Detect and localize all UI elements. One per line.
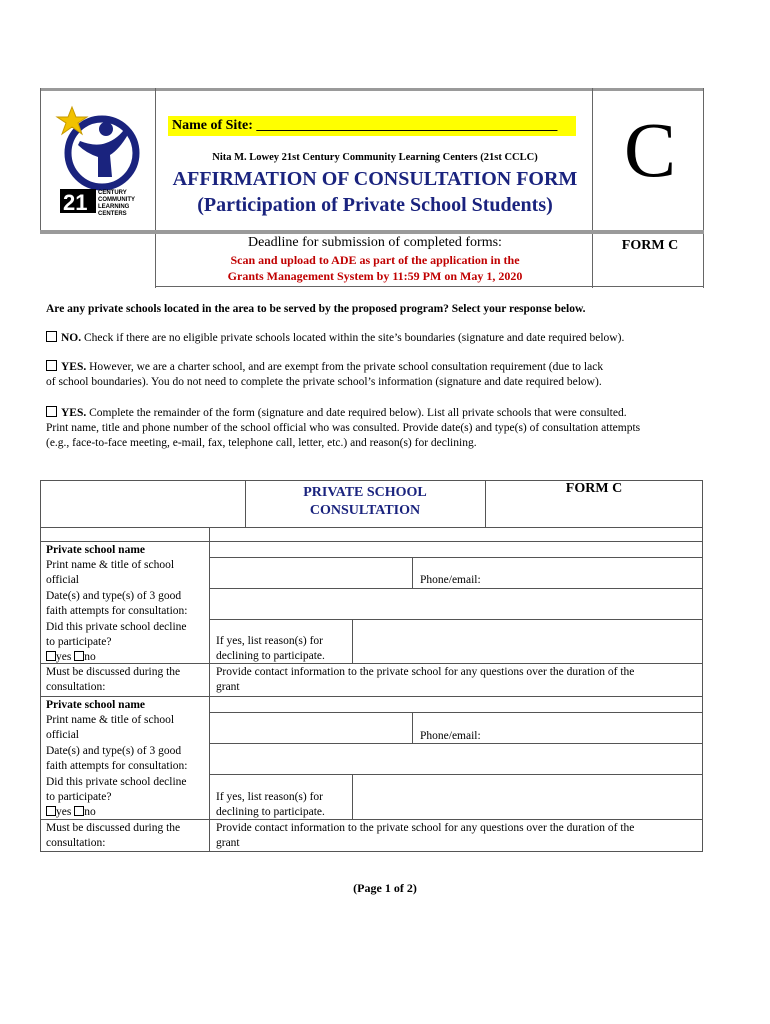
block1-reasons-label (216, 634, 325, 664)
block1-discuss-line2: consultation: (46, 681, 106, 693)
option-no-text: Check if there are no eligible private schools located within the site’s boundaries (signature and date required below). (84, 332, 625, 344)
header-top-rule (40, 88, 704, 91)
block1-phone-email-label: Phone/email: (420, 574, 481, 586)
block1-official-label (46, 558, 174, 588)
spacer-rule (40, 541, 703, 542)
table-header-rule (40, 527, 703, 528)
block1-rule-dates (209, 619, 703, 620)
option-yes-list-text1: Complete the remainder of the form (signature and date required below). List all private schools that were consulted. (89, 407, 627, 419)
table-title (245, 484, 485, 520)
block2-no-label: no (84, 806, 96, 818)
block2-decline-line2: to participate? (46, 791, 112, 803)
block2-reason-divider (352, 774, 353, 819)
block1-decline-line1: Did this private school decline (46, 621, 187, 633)
block1-discuss-line1: Must be discussed during the (46, 666, 181, 678)
option-yes-list-text3: (e.g., face-to-face meeting, e-mail, fax, telephone call, letter, etc.) and reason(s) for declining. (46, 437, 477, 449)
option-yes-charter-text2: of school boundaries). You do not need to complete the private school’s information (signature and date required below). (46, 376, 602, 388)
block2-reasons-label (216, 790, 325, 820)
block1-rule-official (209, 588, 703, 589)
block1-contact-line1: Provide contact information to the private school for any questions over the duration of the (216, 666, 635, 678)
block1-contact-text (216, 665, 700, 695)
header-left-border (40, 88, 41, 233)
deadline-label: Deadline for submission of completed forms: (248, 235, 502, 250)
block2-contact-line1: Provide contact information to the private school for any questions over the duration of the (216, 822, 635, 834)
option-no-label: NO. (61, 332, 82, 344)
option-yes-charter-text1: However, we are a charter school, and are exempt from the private school consultation requirement (due to lack (89, 361, 604, 373)
block1-dates-line2: faith attempts for consultation: (46, 605, 188, 617)
block2-school-name-label: Private school name (46, 699, 146, 711)
program-subtitle: Nita M. Lowey 21st Century Community Learning Centers (21st CCLC) (212, 152, 538, 163)
block1-school-name-label: Private school name (46, 544, 146, 556)
block2-official-label (46, 713, 174, 743)
block1-reasons-line1: If yes, list reason(s) for (216, 635, 323, 647)
option-no-checkbox[interactable] (46, 331, 57, 342)
page-number: (Page 1 of 2) (353, 881, 417, 895)
block2-rule-top (40, 696, 703, 697)
svg-text:LEARNING: LEARNING (98, 204, 130, 210)
form-title-line1: AFFIRMATION OF CONSULTATION FORM (172, 168, 578, 190)
block1-discuss-label (46, 665, 180, 695)
table-title-line1: PRIVATE SCHOOL (303, 485, 427, 500)
block2-decline-label (46, 775, 187, 820)
block1-no-label: no (84, 651, 96, 663)
header-divider-right (592, 88, 593, 288)
cclc-logo (50, 97, 148, 219)
question-text: Are any private schools located in the area to be served by the proposed program? Select your response below. (46, 303, 586, 315)
option-no (46, 331, 706, 346)
block1-dates-line1: Date(s) and type(s) of 3 good (46, 590, 182, 602)
block2-rule-dates (209, 774, 703, 775)
header-bottom-rule (155, 286, 704, 287)
block1-decline-line2: to participate? (46, 636, 112, 648)
header-right-border (703, 88, 704, 288)
header-mid-rule (40, 230, 704, 234)
block1-phone-divider (412, 557, 413, 588)
option-yes-charter-label: YES. (61, 361, 87, 373)
block2-decline-line1: Did this private school decline (46, 776, 187, 788)
submission-instructions (160, 252, 590, 284)
block2-rule-name (209, 712, 703, 713)
block1-decline-choices (46, 650, 187, 665)
svg-text:CENTERS: CENTERS (98, 211, 127, 217)
block1-decline-label (46, 620, 187, 665)
svg-text:21: 21 (63, 190, 88, 215)
block1-rule-name (209, 557, 703, 558)
option-yes-charter (46, 360, 706, 390)
block1-dates-label (46, 589, 187, 619)
block2-phone-email-label: Phone/email: (420, 730, 481, 742)
scan-line-2: Grants Management System by 11:59 PM on May 1, 2020 (227, 269, 523, 283)
block1-no-checkbox[interactable] (74, 651, 84, 661)
scan-line-1: Scan and upload to ADE as part of the application in the (230, 253, 520, 267)
block2-contact-line2: grant (216, 837, 240, 849)
block2-dates-label (46, 744, 187, 774)
site-name-field[interactable]: Name of Site: ___________________________________________ (168, 116, 576, 136)
block2-no-checkbox[interactable] (74, 806, 84, 816)
block1-official-line2: official (46, 574, 79, 586)
block2-yes-checkbox[interactable] (46, 806, 56, 816)
block1-contact-line2: grant (216, 681, 240, 693)
svg-text:COMMUNITY: COMMUNITY (98, 197, 135, 203)
block1-official-line1: Print name & title of school (46, 559, 175, 571)
form-title-line2: (Participation of Private School Students) (197, 194, 553, 216)
header-divider-left (155, 88, 156, 288)
block2-yes-label: yes (56, 806, 72, 818)
option-yes-list-label: YES. (61, 407, 87, 419)
block2-contact-text (216, 821, 700, 851)
form-title (160, 166, 590, 218)
svg-text:CENTURY: CENTURY (98, 190, 127, 196)
block2-reasons-line1: If yes, list reason(s) for (216, 791, 323, 803)
option-yes-charter-checkbox[interactable] (46, 360, 57, 371)
block2-phone-divider (412, 712, 413, 743)
block2-dates-line1: Date(s) and type(s) of 3 good (46, 745, 182, 757)
table-form-code: FORM C (565, 481, 623, 496)
block1-yes-checkbox[interactable] (46, 651, 56, 661)
block1-reasons-line2: declining to participate. (216, 650, 325, 662)
block1-yes-label: yes (56, 651, 72, 663)
block2-discuss-label (46, 821, 180, 851)
block1-reason-divider (352, 619, 353, 663)
block2-reasons-line2: declining to participate. (216, 806, 325, 818)
block2-decline-choices (46, 805, 187, 820)
block2-dates-line2: faith attempts for consultation: (46, 760, 188, 772)
table-title-line2: CONSULTATION (309, 503, 421, 518)
option-yes-list (46, 406, 706, 451)
table-label-column (209, 527, 210, 852)
block2-official-line2: official (46, 729, 79, 741)
block2-discuss-line2: consultation: (46, 837, 106, 849)
option-yes-list-text2: Print name, title and phone number of the school official who was consulted. Provide date(s) and type(s) of consultation attempts (46, 422, 641, 434)
option-yes-list-checkbox[interactable] (46, 406, 57, 417)
block2-official-line1: Print name & title of school (46, 714, 175, 726)
form-letter: C (623, 106, 677, 193)
block2-discuss-line1: Must be discussed during the (46, 822, 181, 834)
form-code-label: FORM C (621, 238, 679, 253)
